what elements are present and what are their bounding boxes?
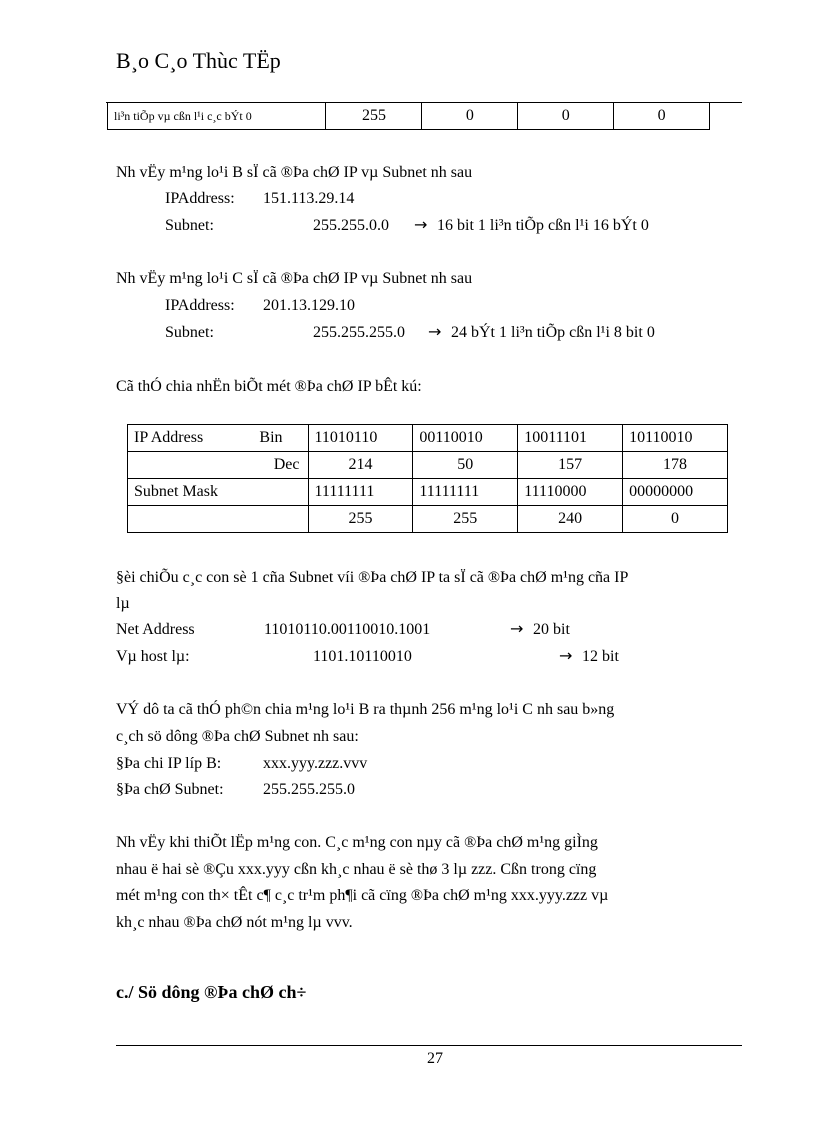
table-cell: 11110000 [518, 479, 623, 506]
table-cell [128, 506, 309, 533]
table-row [128, 452, 728, 479]
conclusion-line-2: nhau ë hai sè ®Çu xxx.yyy cßn kh¸c nhau ë sè thø 3 lµ zzz. Cßn trong cïng [116, 861, 597, 878]
class-b-address-value: xxx.yyy.zzz.vvv [263, 755, 368, 772]
table-cell: 00110010 [413, 425, 518, 452]
class-b-ip-label: IPAddress: [165, 190, 235, 207]
table-cell: 0 [518, 103, 614, 130]
table-cell: 240 [518, 506, 623, 533]
page-header-title: B¸o C¸o Thùc TËp [116, 48, 281, 73]
net-address-value: 11010110.00110010.1001 [264, 621, 431, 638]
table-cell: 214 [308, 452, 413, 479]
conclusion-line-4: kh¸c nhau ®Þa chØ nót m¹ng lµ vvv. [116, 914, 353, 931]
table-cell: 255 [326, 103, 422, 130]
class-c-subnet-value: 255.255.255.0 [313, 324, 405, 341]
section-heading: c./ Sö dông ®Þa chØ ch÷ [116, 982, 307, 1002]
subnet-mask-label: Subnet Mask [128, 479, 309, 506]
table-row [108, 103, 710, 130]
class-b-address-label: §Þa chi IP líp B: [116, 755, 222, 772]
conclusion-line-1: Nh vËy khi thiÕt lËp m¹ng con. C¸c m¹ng con nµy cã ®Þa chØ m¹ng giÌng [116, 834, 598, 851]
table-cell: 10110010 [623, 425, 728, 452]
table-cell: 50 [413, 452, 518, 479]
footer-divider [116, 1045, 742, 1046]
class-b-intro: Nh vËy m¹ng lo¹i B sÏ cã ®Þa chØ IP vµ Subnet nh sau [116, 164, 473, 181]
host-value: 1101.10110010 [313, 648, 412, 665]
table-cell: 00000000 [623, 479, 728, 506]
class-c-intro: Nh vËy m¹ng lo¹i C sÏ cã ®Þa chØ IP vµ Subnet nh sau [116, 270, 473, 287]
compare-line-1: §èi chiÕu c¸c con sè 1 cña Subnet víi ®Þa chØ IP ta sÏ cã ®Þa chØ m¹ng cña IP [116, 569, 629, 586]
subnet-address-label: §Þa chØ Subnet: [116, 781, 224, 798]
host-bits: 12 bit [582, 648, 619, 665]
arrow-right-icon: → [414, 215, 428, 234]
class-c-ip-label: IPAddress: [165, 297, 235, 314]
table-cell: 0 [422, 103, 518, 130]
table-row [128, 506, 728, 533]
class-c-subnet-note: 24 bÝt 1 li³n tiÕp cßn l¹i 8 bit 0 [451, 324, 655, 341]
table-row [128, 425, 728, 452]
ip-address-label: IP Address [134, 429, 204, 446]
table-cell: li³n tiÕp vµ cßn l¹i c¸c bÝt 0 [108, 103, 326, 130]
arrow-right-icon: → [428, 322, 442, 341]
subnet-address-value: 255.255.255.0 [263, 781, 355, 798]
table-cell: 11111111 [413, 479, 518, 506]
arrow-right-icon: → [510, 619, 524, 638]
host-label: Vµ host lµ: [116, 648, 190, 665]
example-intro: Cã thÓ chia nhËn biÕt mét ®Þa chØ IP bÊt kú: [116, 378, 422, 395]
divide-line-1: VÝ dô ta cã thÓ ph©n chia m¹ng lo¹i B ra thµnh 256 m¹ng lo¹i C nh sau b»ng [116, 701, 615, 718]
table-cell: 10011101 [518, 425, 623, 452]
net-bits: 20 bit [533, 621, 570, 638]
class-b-subnet-note: 16 bit 1 li³n tiÕp cßn l¹i 16 bÝt 0 [437, 217, 649, 234]
class-b-ip-value: 151.113.29.14 [263, 190, 355, 207]
class-b-subnet-label: Subnet: [165, 217, 214, 234]
ip-subnet-table [127, 424, 728, 533]
class-b-subnet-value: 255.255.0.0 [313, 217, 389, 234]
net-address-label: Net Address [116, 621, 195, 638]
table-cell: 11010110 [308, 425, 413, 452]
table-cell: 157 [518, 452, 623, 479]
table-cell: 0 [614, 103, 710, 130]
table-cell: 255 [308, 506, 413, 533]
arrow-right-icon: → [559, 646, 573, 665]
table-cell: 11111111 [308, 479, 413, 506]
dec-label: Dec [128, 452, 309, 479]
table-cell: 0 [623, 506, 728, 533]
class-c-ip-value: 201.13.129.10 [263, 297, 355, 314]
divide-line-2: c¸ch sö dông ®Þa chØ Subnet nh sau: [116, 728, 359, 745]
table-cell [128, 425, 309, 452]
top-continuation-table [107, 103, 710, 130]
table-cell: 178 [623, 452, 728, 479]
table-row [128, 479, 728, 506]
table-cell: 255 [413, 506, 518, 533]
compare-line-2: lµ [116, 595, 130, 612]
page-number: 27 [427, 1050, 443, 1067]
conclusion-line-3: mét m¹ng con th× tÊt c¶ c¸c tr¹m ph¶i cã cïng ®Þa chØ m¹ng xxx.yyy.zzz vµ [116, 887, 609, 904]
bin-label: Bin [259, 429, 283, 446]
class-c-subnet-label: Subnet: [165, 324, 214, 341]
